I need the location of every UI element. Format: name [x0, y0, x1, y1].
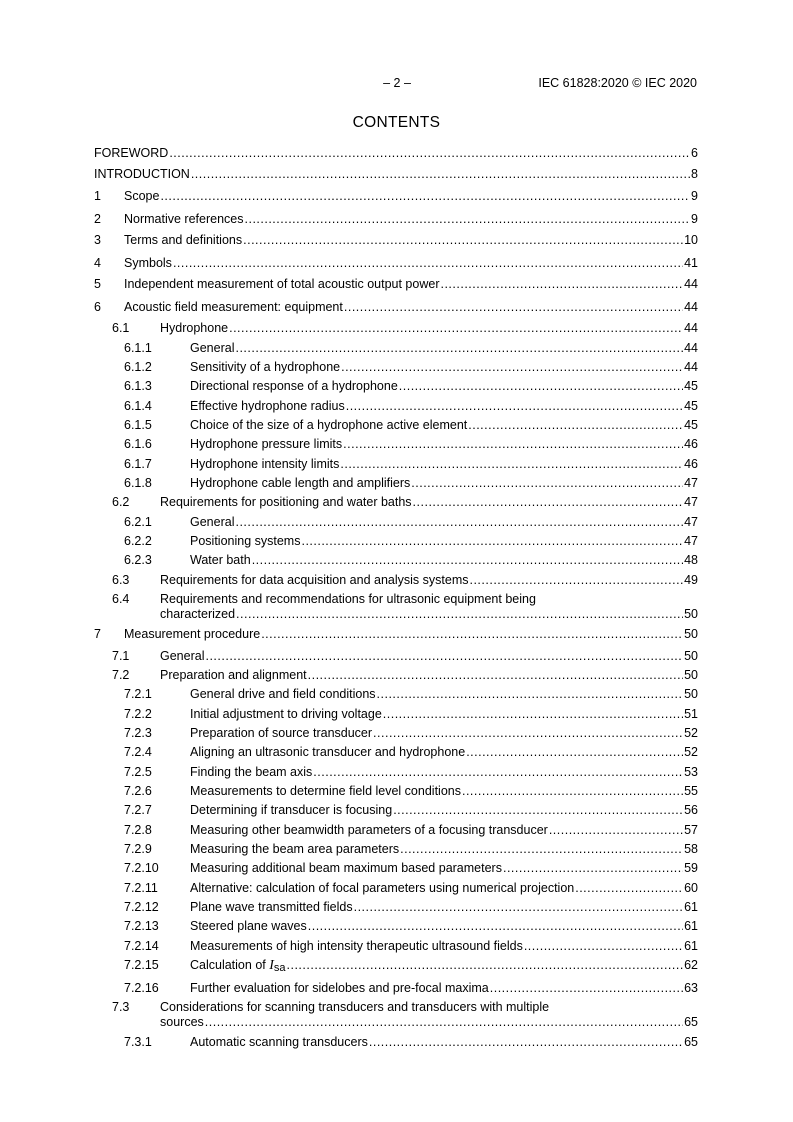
dot-leader [383, 707, 683, 721]
toc-entry-page: 41 [684, 256, 698, 270]
dot-leader [301, 534, 683, 548]
dot-leader [373, 726, 683, 740]
toc-entry[interactable] [94, 784, 698, 798]
dot-leader [341, 360, 683, 374]
toc-entry-title-text: General drive and field conditions [190, 687, 376, 701]
toc-entry-number: 6.1.7 [124, 457, 152, 471]
toc-entry-title [190, 900, 354, 914]
toc-entry-page: 45 [684, 399, 698, 413]
toc-entry-title [190, 919, 308, 933]
toc-entry-page: 44 [684, 277, 698, 291]
dot-leader [235, 515, 683, 529]
toc-entry-page: 61 [684, 900, 698, 914]
toc-entry-number: 7.2.13 [124, 919, 159, 933]
toc-entry[interactable] [94, 300, 698, 314]
toc-entry-page: 56 [684, 803, 698, 817]
toc-entry-title-text: General [190, 515, 235, 529]
toc-entry-page: 44 [684, 300, 698, 314]
toc-entry-title-text: Hydrophone pressure limits [190, 437, 343, 451]
toc-entry[interactable] [94, 476, 698, 490]
toc-entry-page: 50 [684, 668, 698, 682]
toc-entry-title-text: Hydrophone intensity limits [190, 457, 340, 471]
toc-entry-title-text: Preparation and alignment [160, 668, 307, 682]
toc-entry-title-text: Normative references [124, 212, 244, 226]
toc-entry-title [190, 360, 341, 374]
toc-entry-number: 7.2.4 [124, 745, 152, 759]
toc-entry[interactable] [94, 360, 698, 374]
toc-entry-number: 7.2.7 [124, 803, 152, 817]
toc-entry-title-text: Choice of the size of a hydrophone active element [190, 418, 468, 432]
toc-entry-number: 4 [94, 256, 101, 270]
toc-entry-number: 7.2.8 [124, 823, 152, 837]
toc-entry-page: 62 [684, 958, 698, 972]
toc-entry-title-text: Sensitivity of a hydrophone [190, 360, 341, 374]
toc-entry-title-text: Determining if transducer is focusing [190, 803, 393, 817]
toc-entry-title-text: Automatic scanning transducers [190, 1035, 368, 1049]
toc-entry-page: 8 [691, 167, 698, 181]
dot-leader [466, 745, 683, 759]
toc-entry-page: 57 [684, 823, 698, 837]
toc-entry-number: 6.4 [112, 592, 130, 606]
dot-leader [340, 457, 683, 471]
toc-entry-number: 6.1.6 [124, 437, 152, 451]
dot-leader [205, 649, 683, 663]
toc-entry[interactable] [94, 341, 698, 355]
dot-leader [346, 399, 683, 413]
dot-leader [160, 189, 690, 203]
toc-entry-title [190, 476, 411, 490]
dot-leader [308, 668, 683, 682]
toc-entry-title-text: Acoustic field measurement: equipment [124, 300, 343, 314]
toc-entry-number: 7.2.3 [124, 726, 152, 740]
toc-entry[interactable] [94, 823, 698, 837]
dot-leader [252, 553, 683, 567]
toc-entry[interactable] [94, 627, 698, 641]
toc-entry-number: 7.2 [112, 668, 130, 682]
toc-entry-title [190, 765, 313, 779]
toc-entry-number: 7.2.14 [124, 939, 159, 953]
toc-entry-number: 7.2.9 [124, 842, 152, 856]
toc-entry-page: 45 [684, 418, 698, 432]
toc-entry[interactable] [94, 745, 698, 759]
toc-entry-number: 6.1 [112, 321, 130, 335]
toc-entry-page: 44 [684, 360, 698, 374]
toc-entry[interactable] [94, 321, 698, 335]
toc-entry-title [124, 277, 440, 291]
toc-entry-number: 6.2.1 [124, 515, 152, 529]
toc-entry-title [160, 573, 469, 587]
toc-entry-page: 53 [684, 765, 698, 779]
toc-entry-page: 50 [684, 627, 698, 641]
dot-leader [575, 881, 683, 895]
toc-entry-page: 61 [684, 939, 698, 953]
toc-entry[interactable] [94, 842, 698, 856]
toc-entry-title [190, 1035, 369, 1049]
toc-entry-number: 6.1.8 [124, 476, 152, 490]
toc-entry-number: 7.2.10 [124, 861, 159, 875]
toc-entry[interactable] [94, 649, 698, 663]
toc-entry-title [190, 958, 287, 974]
toc-entry[interactable] [94, 256, 698, 270]
toc-entry-number: 6.2 [112, 495, 130, 509]
toc-entry-number: 6 [94, 300, 101, 314]
toc-entry-title-text: Measurement procedure [124, 627, 261, 641]
toc-entry-title-text: Requirements for data acquisition and analysis systems [160, 573, 469, 587]
document-reference: IEC 61828:2020 © IEC 2020 [538, 76, 697, 90]
toc-entry-page: 9 [691, 212, 698, 226]
toc-entry-number: 6.3 [112, 573, 130, 587]
toc-entry-page: 44 [684, 321, 698, 335]
dot-leader [490, 981, 683, 995]
toc-entry-number: 5 [94, 277, 101, 291]
toc-entry[interactable] [94, 277, 698, 291]
toc-entry-title-text: Initial adjustment to driving voltage [190, 707, 382, 721]
dot-leader [377, 687, 684, 701]
toc-entry-title-text: Plane wave transmitted fields [190, 900, 353, 914]
toc-entry[interactable] [94, 418, 698, 432]
toc-entry-title [190, 707, 383, 721]
toc-entry[interactable] [94, 707, 698, 721]
toc-entry-title-text: INTRODUCTION [94, 167, 190, 181]
toc-entry-title [190, 437, 343, 451]
toc-entry-title [190, 745, 466, 759]
toc-entry-page: 50 [684, 607, 698, 621]
toc-entry-title-text: Aligning an ultrasonic transducer and hydrophone [190, 745, 466, 759]
dot-leader [413, 495, 684, 509]
toc-entry-number: 7.2.5 [124, 765, 152, 779]
toc-entry-number: 7.2.1 [124, 687, 152, 701]
toc-entry-page: 47 [684, 476, 698, 490]
dot-leader [308, 919, 683, 933]
toc-entry-title [94, 167, 191, 181]
dot-leader [400, 842, 683, 856]
dot-leader [313, 765, 683, 779]
dot-leader [229, 321, 683, 335]
toc-entry-title-continued: characterized [160, 607, 236, 621]
toc-entry-number: 7.2.16 [124, 981, 159, 995]
toc-entry-page: 52 [684, 726, 698, 740]
toc-entry-title [190, 861, 503, 875]
toc-entry-title-text: Finding the beam axis [190, 765, 313, 779]
toc-entry-title-text: General [160, 649, 205, 663]
toc-entry-title [190, 534, 301, 548]
dot-leader [462, 784, 683, 798]
toc-entry[interactable] [94, 553, 698, 567]
dot-leader [236, 607, 683, 621]
toc-entry-title [124, 212, 245, 226]
dot-leader [287, 958, 684, 972]
toc-entry[interactable] [94, 212, 698, 226]
toc-entry-page: 47 [684, 515, 698, 529]
toc-entry-number: 7.3.1 [124, 1035, 152, 1049]
toc-entry[interactable] [94, 592, 698, 621]
toc-entry[interactable] [94, 981, 698, 995]
toc-entry-title [124, 189, 160, 203]
toc-entry-page: 51 [684, 707, 698, 721]
dot-leader [344, 300, 683, 314]
toc-entry-page: 50 [684, 687, 698, 701]
toc-entry-title-text: Measuring additional beam maximum based parameters [190, 861, 502, 875]
toc-entry-title [190, 981, 490, 995]
toc-entry-number: 6.2.3 [124, 553, 152, 567]
toc-entry-title [190, 515, 235, 529]
dot-leader [354, 900, 684, 914]
dot-leader [235, 341, 683, 355]
toc-entry-title [190, 379, 399, 393]
toc-entry-title [190, 457, 340, 471]
toc-entry-title-text: Measurements of high intensity therapeutic ultrasound fields [190, 939, 523, 953]
dot-leader [469, 573, 683, 587]
toc-entry-page: 60 [684, 881, 698, 895]
dot-leader [503, 861, 683, 875]
dot-leader [245, 212, 691, 226]
toc-entry-number: 6.1.4 [124, 399, 152, 413]
toc-entry-title [190, 341, 235, 355]
toc-entry-title [190, 399, 346, 413]
toc-entry[interactable] [94, 668, 698, 682]
toc-entry-page: 65 [684, 1035, 698, 1049]
page-number: – 2 – [383, 76, 411, 90]
toc-entry-number: 7.2.2 [124, 707, 152, 721]
toc-entry-page: 46 [684, 457, 698, 471]
toc-entry[interactable] [94, 534, 698, 548]
toc-entry[interactable] [94, 726, 698, 740]
toc-entry-title [160, 668, 308, 682]
toc-entry[interactable] [94, 379, 698, 393]
toc-entry[interactable] [94, 900, 698, 914]
toc-entry[interactable] [94, 399, 698, 413]
toc-entry-title-text: Water bath [190, 553, 251, 567]
toc-entry[interactable] [94, 919, 698, 933]
toc-entry-title-text: Scope [124, 189, 160, 203]
toc-entry-title-text: Hydrophone cable length and amplifiers [190, 476, 411, 490]
toc-entry-page: 58 [684, 842, 698, 856]
toc-entry[interactable] [94, 167, 698, 181]
toc-entry-number: 6.1.5 [124, 418, 152, 432]
toc-entry-number: 7.2.11 [124, 881, 158, 895]
dot-leader [468, 418, 683, 432]
toc-entry-title [190, 418, 468, 432]
toc-entry-number: 7 [94, 627, 101, 641]
dot-leader [549, 823, 683, 837]
toc-entry-title-text: Symbols [124, 256, 172, 270]
toc-entry-number: 6.2.2 [124, 534, 152, 548]
toc-entry[interactable] [94, 457, 698, 471]
toc-entry[interactable] [94, 687, 698, 701]
toc-entry[interactable] [94, 515, 698, 529]
toc-entry-number: 1 [94, 189, 101, 203]
toc-entry-title [124, 627, 261, 641]
toc-entry[interactable] [94, 939, 698, 953]
toc-entry-page: 6 [691, 146, 698, 160]
toc-entry-number: 6.1.3 [124, 379, 152, 393]
toc-entry-title-text: Independent measurement of total acoustic output power [124, 277, 440, 291]
dot-leader [205, 1015, 683, 1029]
toc-entry-page: 52 [684, 745, 698, 759]
toc-entry-title [190, 553, 252, 567]
toc-entry-number: 7.2.6 [124, 784, 152, 798]
toc-entry-number: 7.3 [112, 1000, 130, 1014]
dot-leader [440, 277, 683, 291]
toc-entry-page: 10 [684, 233, 698, 247]
dot-leader [393, 803, 683, 817]
toc-entry-page: 44 [684, 341, 698, 355]
toc-entry-title [160, 649, 205, 663]
toc-entry-number: 6.1.2 [124, 360, 152, 374]
toc-entry-title-text: Calculation of [190, 958, 270, 972]
toc-entry-title [94, 146, 169, 160]
toc-entry-title-continued: sources [160, 1015, 204, 1029]
dot-leader [369, 1035, 683, 1049]
toc-entry-title-text: Measuring the beam area parameters [190, 842, 400, 856]
toc-entry-title [190, 881, 575, 895]
toc-entry-number: 7.1 [112, 649, 130, 663]
page-title: CONTENTS [352, 114, 441, 131]
toc-entry[interactable] [94, 765, 698, 779]
toc-entry-page: 49 [684, 573, 698, 587]
toc-entry-title-text: Effective hydrophone radius [190, 399, 345, 413]
toc-entry[interactable] [94, 881, 698, 895]
toc-entry[interactable] [94, 189, 698, 203]
toc-entry-title-text: Preparation of source transducer [190, 726, 373, 740]
toc-entry-number: 7.2.15 [124, 958, 159, 972]
toc-entry-title-text: Positioning systems [190, 534, 301, 548]
toc-entry-title-text: Hydrophone [160, 321, 229, 335]
toc-entry-page: 65 [684, 1015, 698, 1029]
dot-leader [243, 233, 683, 247]
toc-entry[interactable] [94, 437, 698, 451]
toc-entry[interactable] [94, 495, 698, 509]
toc-entry-title [190, 726, 373, 740]
toc-entry[interactable] [94, 573, 698, 587]
toc-entry-page: 46 [684, 437, 698, 451]
dot-leader [411, 476, 683, 490]
toc-entry[interactable] [94, 861, 698, 875]
toc-entry-title [190, 687, 377, 701]
toc-entry-title-text: Measurements to determine field level conditions [190, 784, 461, 798]
toc-entry-title [190, 784, 462, 798]
dot-leader [191, 167, 690, 181]
toc-entry-title-text: General [190, 341, 235, 355]
toc-entry-title-text: Measuring other beamwidth parameters of a focusing transducer [190, 823, 548, 837]
toc-entry-title [124, 233, 243, 247]
toc-entry-title: Considerations for scanning transducers and transducers with multiple [160, 1000, 550, 1014]
toc-entry-number: 2 [94, 212, 101, 226]
symbol-subscript: sa [273, 962, 286, 974]
toc-entry-number: 6.1.1 [124, 341, 152, 355]
toc-entry[interactable] [94, 1000, 698, 1029]
toc-entry-title [190, 823, 549, 837]
dot-leader [169, 146, 690, 160]
toc-entry[interactable] [94, 958, 698, 974]
toc-entry-title-text: Steered plane waves [190, 919, 307, 933]
toc-entry[interactable] [94, 803, 698, 817]
toc-entry-title-text: Terms and definitions [124, 233, 243, 247]
toc-entry-page: 47 [684, 495, 698, 509]
toc-entry-title-text: Further evaluation for sidelobes and pre-focal maxima [190, 981, 489, 995]
toc-entry[interactable] [94, 146, 698, 160]
dot-leader [399, 379, 683, 393]
dot-leader [524, 939, 683, 953]
toc-entry-title [160, 495, 413, 509]
toc-entry-page: 45 [684, 379, 698, 393]
toc-entry-title-text: FOREWORD [94, 146, 169, 160]
toc-entry-title [190, 842, 400, 856]
toc-entry-page: 59 [684, 861, 698, 875]
toc-entry-title [190, 803, 393, 817]
toc-entry-page: 48 [684, 553, 698, 567]
toc-entry-page: 61 [684, 919, 698, 933]
toc-entry-title-text: Requirements for positioning and water baths [160, 495, 412, 509]
toc-entry-title [124, 256, 173, 270]
dot-leader [173, 256, 683, 270]
toc-entry-page: 9 [691, 189, 698, 203]
toc-entry-title: Requirements and recommendations for ultrasonic equipment being [160, 592, 536, 606]
toc-entry-title [124, 300, 344, 314]
toc-entry-number: 3 [94, 233, 101, 247]
toc-entry-title [190, 939, 524, 953]
dot-leader [343, 437, 683, 451]
symbol-intensity: I [269, 958, 274, 973]
toc-entry-title-text: Alternative: calculation of focal parameters using numerical projection [190, 881, 575, 895]
toc-entry-page: 55 [684, 784, 698, 798]
toc-entry-page: 63 [684, 981, 698, 995]
toc-entry[interactable] [94, 1035, 698, 1049]
toc-entry-title [160, 321, 229, 335]
toc-entry-title-text: Directional response of a hydrophone [190, 379, 398, 393]
toc-entry-page: 47 [684, 534, 698, 548]
toc-entry-number: 7.2.12 [124, 900, 159, 914]
toc-entry-page: 50 [684, 649, 698, 663]
dot-leader [261, 627, 683, 641]
toc-entry[interactable] [94, 233, 698, 247]
